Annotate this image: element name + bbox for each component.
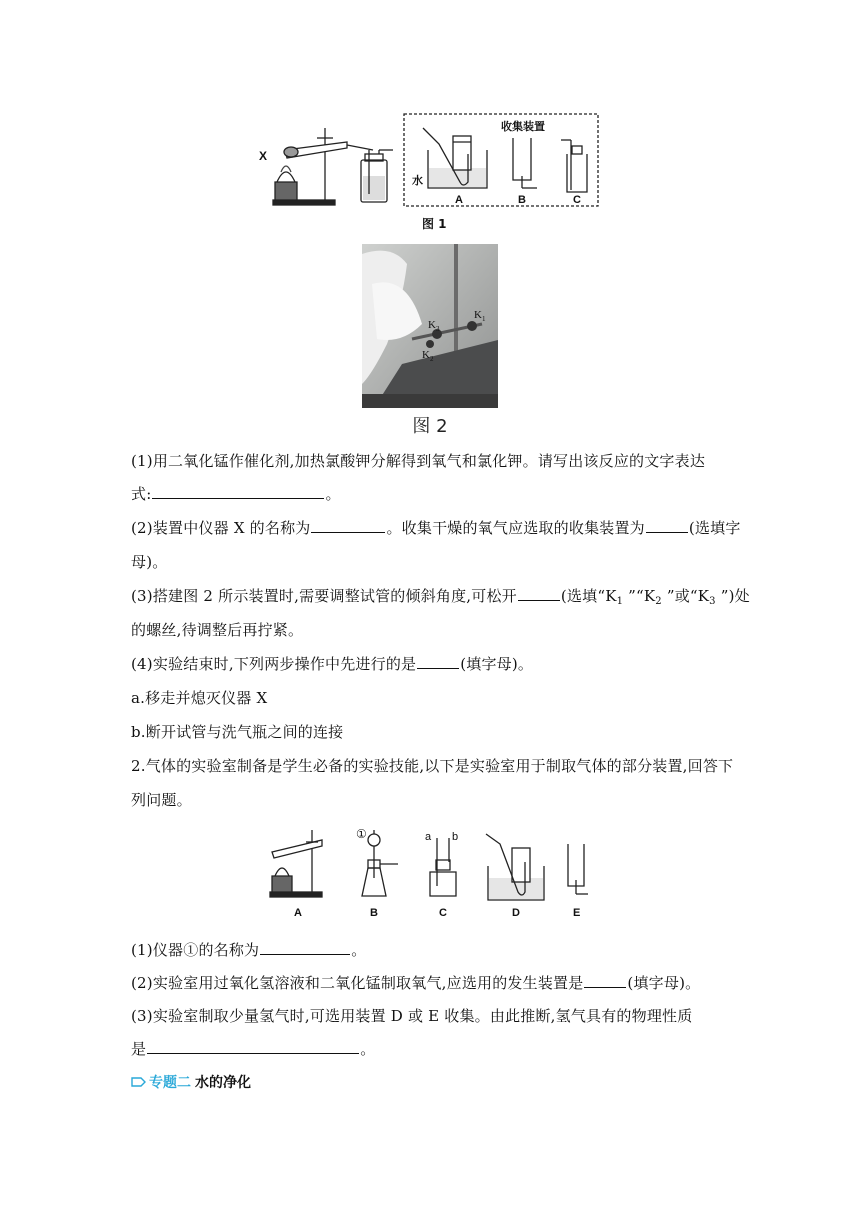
label-app-a: A xyxy=(294,907,302,919)
figure-3-drawing xyxy=(262,820,602,920)
answer-blank-5[interactable] xyxy=(417,654,459,669)
topic-header xyxy=(131,1072,251,1092)
q2-part2-text-a: (2)实验室用过氧化氢溶液和二氧化锰制取氧气,应选用的发生装置是 xyxy=(131,974,584,992)
q1-part2-text-c: (选填字 xyxy=(688,519,741,537)
figure-2 xyxy=(362,244,498,438)
q1-part1-line2 xyxy=(131,484,731,504)
topic-tag-label: 专题二 xyxy=(149,1075,191,1091)
q1-part3-mid1: ”“K xyxy=(623,587,656,605)
q1-part4 xyxy=(131,654,731,674)
q1-part2-line2: 母)。 xyxy=(131,553,168,571)
q2-part1-text-b: 。 xyxy=(351,941,367,959)
answer-blank-8[interactable] xyxy=(147,1039,359,1054)
q2-intro-line2: 列问题。 xyxy=(131,791,192,809)
label-water: 水 xyxy=(412,174,423,187)
answer-blank-2[interactable] xyxy=(311,518,385,533)
q1-part1-prefix: 式: xyxy=(131,485,152,503)
q2-part2-text-b: (填字母)。 xyxy=(627,974,701,992)
label-b: B xyxy=(518,194,526,206)
q1-part4-text-b: (填字母)。 xyxy=(460,655,534,673)
q1-part3-line1 xyxy=(131,586,750,607)
label-a: A xyxy=(455,194,463,206)
label-k2: $K_2$ xyxy=(422,349,434,363)
answer-blank-6[interactable] xyxy=(260,940,350,955)
label-tube-a: a xyxy=(425,831,432,843)
q2-part2 xyxy=(131,973,731,993)
q1-option-b: b.断开试管与洗气瓶之间的连接 xyxy=(131,723,344,741)
topic-tag xyxy=(131,1072,191,1092)
figure-2-caption: 图 2 xyxy=(412,416,448,437)
answer-blank-4[interactable] xyxy=(518,586,560,601)
label-app-d: D xyxy=(512,907,520,919)
figure-1-caption: 图 1 xyxy=(422,217,447,231)
sub-k2: 2 xyxy=(655,596,662,607)
label-app-b: B xyxy=(370,907,378,919)
q1-part3-text-a: (3)搭建图 2 所示装置时,需要调整试管的倾斜角度,可松开 xyxy=(131,587,517,605)
q1-part3-end: ”)处 xyxy=(715,587,750,605)
q1-part2-line1 xyxy=(131,518,741,538)
q1-part1-line1: (1)用二氧化锰作催化剂,加热氯酸钾分解得到氧气和氯化钾。请写出该反应的文字表达 xyxy=(131,452,706,470)
label-app-c: C xyxy=(439,907,447,919)
q2-intro-line1: 2.气体的实验室制备是学生必备的实验技能,以下是实验室用于制取气体的部分装置,回答下 xyxy=(131,757,734,775)
sub-k1: 1 xyxy=(616,596,624,607)
label-k3: $K_3$ xyxy=(428,319,440,333)
label-collect-title: 收集装置 xyxy=(501,120,545,133)
q1-part2-text-a: (2)装置中仪器 X 的名称为 xyxy=(131,519,311,537)
q2-part1-text-a: (1)仪器①的名称为 xyxy=(131,941,260,959)
topic-tag-icon xyxy=(131,1075,147,1089)
figure-3 xyxy=(262,820,602,920)
answer-blank-7[interactable] xyxy=(584,973,626,988)
q1-part3-line2: 的螺丝,待调整后再拧紧。 xyxy=(131,621,304,639)
q2-part3-line1: (3)实验室制取少量氢气时,可选用装置 D 或 E 收集。由此推断,氢气具有的物理性质 xyxy=(131,1007,693,1025)
q2-part3-text-b: 。 xyxy=(360,1040,376,1058)
label-circle-1: ① xyxy=(356,827,367,841)
q1-part3-mid2: ”或“K xyxy=(661,587,710,605)
label-tube-b: b xyxy=(452,831,459,843)
q2-part1 xyxy=(131,940,731,960)
q1-part4-text-a: (4)实验结束时,下列两步操作中先进行的是 xyxy=(131,655,417,673)
label-x: X xyxy=(259,149,268,163)
sub-k3: 3 xyxy=(709,596,716,607)
q2-part3-text-a: 是 xyxy=(131,1040,147,1058)
label-c: C xyxy=(573,194,581,206)
q1-part1-suffix: 。 xyxy=(325,485,341,503)
q1-part3-text-b: (选填“K xyxy=(560,587,617,605)
q1-part2-text-b: 。收集干燥的氧气应选取的收集装置为 xyxy=(386,519,645,537)
figure-1 xyxy=(255,110,605,210)
answer-blank-3[interactable] xyxy=(646,518,688,533)
q1-option-a: a.移走并熄灭仪器 X xyxy=(131,689,268,707)
label-app-e: E xyxy=(573,907,581,919)
q2-part3-line2 xyxy=(131,1039,731,1059)
answer-blank-1[interactable] xyxy=(152,484,324,499)
topic-title: 水的净化 xyxy=(195,1075,251,1091)
label-k1: $K_1$ xyxy=(474,309,486,323)
figure-2-photo xyxy=(362,244,498,438)
figure-1-drawing xyxy=(255,110,605,210)
